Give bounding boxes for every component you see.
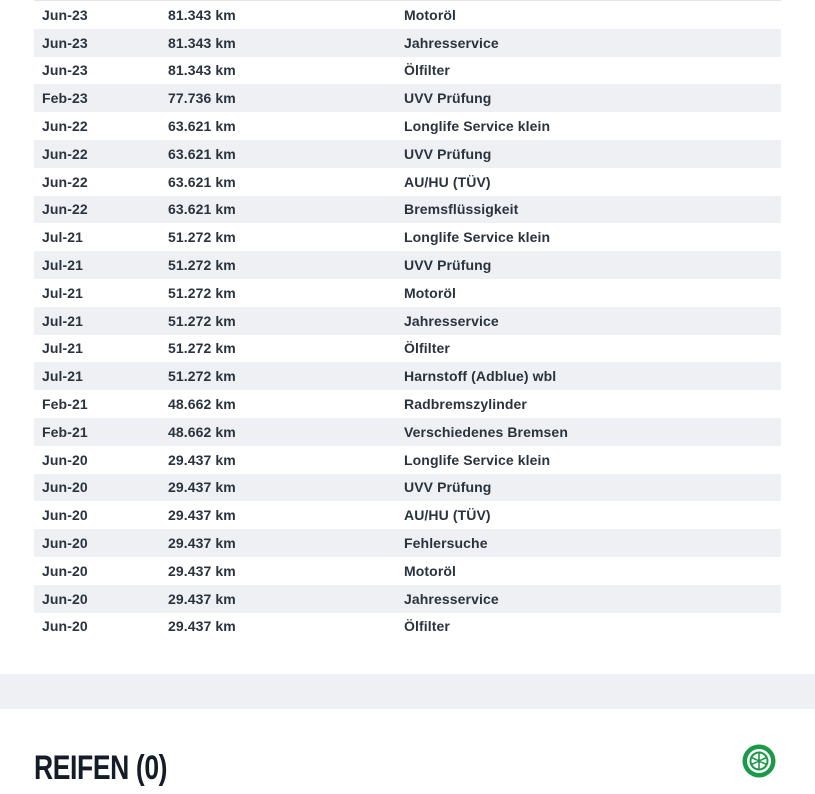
service-mileage: 29.437 km: [168, 507, 236, 524]
table-row: [34, 418, 781, 446]
service-mileage: 63.621 km: [168, 173, 236, 190]
service-mileage: 29.437 km: [168, 451, 236, 468]
table-row: [34, 279, 781, 307]
service-mileage: 29.437 km: [168, 618, 236, 635]
table-row: [34, 557, 781, 585]
service-date: Feb-23: [42, 90, 88, 107]
table-row: [34, 29, 781, 57]
service-description: UVV Prüfung: [404, 90, 492, 107]
service-date: Jun-20: [42, 562, 88, 579]
service-description: Longlife Service klein: [404, 451, 551, 468]
service-mileage: 29.437 km: [168, 590, 236, 607]
service-mileage: 48.662 km: [168, 396, 236, 413]
table-row: [34, 196, 781, 224]
service-description: Jahresservice: [404, 590, 499, 607]
service-mileage: 29.437 km: [168, 479, 236, 496]
service-description: Jahresservice: [404, 312, 499, 329]
service-description: Ölfilter: [404, 618, 450, 635]
service-description: UVV Prüfung: [404, 479, 492, 496]
service-description: Verschiedenes Bremsen: [404, 423, 568, 440]
service-description: Jahresservice: [404, 34, 499, 51]
service-date: Jul-21: [42, 312, 84, 329]
service-description: AU/HU (TÜV): [404, 173, 491, 190]
tires-section-title: REIFEN (0): [34, 749, 168, 787]
service-description: Ölfilter: [404, 62, 450, 79]
service-date: Jul-21: [42, 368, 84, 385]
service-history-table: [34, 0, 781, 640]
service-mileage: 29.437 km: [168, 535, 236, 552]
service-description: UVV Prüfung: [404, 257, 492, 274]
service-mileage: 51.272 km: [168, 229, 236, 246]
service-description: Motoröl: [404, 562, 457, 579]
table-row: [34, 168, 781, 196]
table-row: [34, 1, 781, 29]
table-row: [34, 112, 781, 140]
service-date: Jul-21: [42, 257, 84, 274]
service-date: Jun-20: [42, 535, 88, 552]
table-row: [34, 362, 781, 390]
service-date: Jun-20: [42, 451, 88, 468]
service-mileage: 48.662 km: [168, 423, 236, 440]
service-date: Jul-21: [42, 229, 84, 246]
table-row: [34, 501, 781, 529]
table-row: [34, 585, 781, 613]
table-row: [34, 613, 781, 641]
table-row: [34, 84, 781, 112]
service-mileage: 51.272 km: [168, 257, 236, 274]
service-date: Jun-23: [42, 34, 88, 51]
service-date: Jun-20: [42, 507, 88, 524]
service-date: Jun-22: [42, 173, 88, 190]
service-description: AU/HU (TÜV): [404, 507, 491, 524]
service-mileage: 51.272 km: [168, 340, 236, 357]
service-date: Feb-21: [42, 423, 88, 440]
service-date: Feb-21: [42, 396, 88, 413]
service-date: Jun-20: [42, 479, 88, 496]
service-mileage: 51.272 km: [168, 312, 236, 329]
service-mileage: 81.343 km: [168, 34, 236, 51]
service-mileage: 63.621 km: [168, 201, 236, 218]
service-mileage: 77.736 km: [168, 90, 236, 107]
service-date: Jun-23: [42, 6, 88, 23]
service-description: Longlife Service klein: [404, 118, 551, 135]
service-mileage: 63.621 km: [168, 118, 236, 135]
table-row: [34, 474, 781, 502]
service-description: Motoröl: [404, 284, 457, 301]
service-description: Harnstoff (Adblue) wbl: [404, 368, 557, 385]
service-date: Jun-22: [42, 145, 88, 162]
table-row: [34, 140, 781, 168]
table-row: [34, 223, 781, 251]
service-description: Radbremszylinder: [404, 396, 527, 413]
service-mileage: 63.621 km: [168, 145, 236, 162]
service-mileage: 51.272 km: [168, 368, 236, 385]
table-row: [34, 335, 781, 363]
service-mileage: 81.343 km: [168, 62, 236, 79]
tire-wheel-icon: [741, 743, 777, 779]
service-description: Longlife Service klein: [404, 229, 551, 246]
tires-wheel-button[interactable]: [741, 743, 777, 779]
table-row: [34, 446, 781, 474]
service-description: Ölfilter: [404, 340, 450, 357]
service-date: Jun-23: [42, 62, 88, 79]
service-description: Bremsflüssigkeit: [404, 201, 519, 218]
service-mileage: 51.272 km: [168, 284, 236, 301]
section-divider-band: [0, 674, 815, 709]
table-row: [34, 57, 781, 85]
table-row: [34, 307, 781, 335]
service-date: Jun-22: [42, 118, 88, 135]
table-row: [34, 529, 781, 557]
service-description: Fehlersuche: [404, 535, 488, 552]
service-description: UVV Prüfung: [404, 145, 492, 162]
table-row: [34, 390, 781, 418]
service-mileage: 81.343 km: [168, 6, 236, 23]
service-date: Jul-21: [42, 340, 84, 357]
service-date: Jun-20: [42, 618, 88, 635]
service-date: Jun-22: [42, 201, 88, 218]
service-mileage: 29.437 km: [168, 562, 236, 579]
service-date: Jun-20: [42, 590, 88, 607]
table-row: [34, 251, 781, 279]
service-description: Motoröl: [404, 6, 457, 23]
service-date: Jul-21: [42, 284, 84, 301]
